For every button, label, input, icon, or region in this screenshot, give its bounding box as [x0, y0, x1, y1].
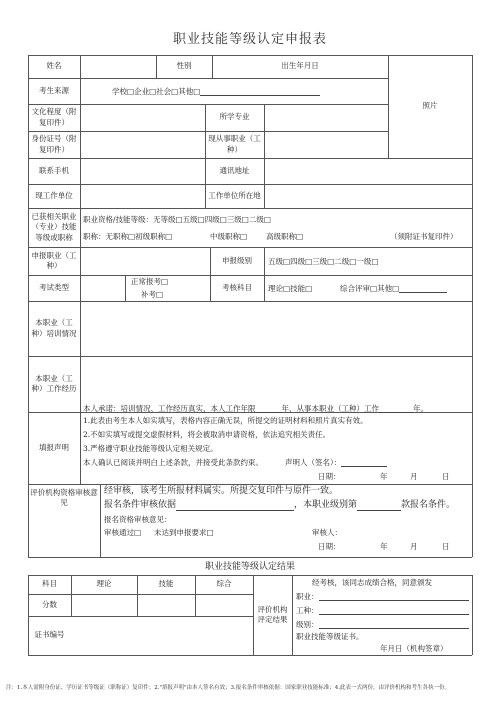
declaration-confirm: 本人确认已阅读并明白上述条款，并接受此条款约束。 — [83, 458, 263, 467]
review-date-label: 日期： — [318, 542, 341, 551]
major-field[interactable] — [265, 105, 387, 130]
subject-options[interactable]: 理论□技能□ — [268, 284, 313, 293]
combined-score-field[interactable] — [196, 595, 252, 615]
review-label: 评价机构资格审核意见 — [30, 487, 98, 507]
review-pass-option[interactable]: 审核通过□ — [104, 528, 142, 537]
review-opinion-label: 报名资格审核意见： — [104, 515, 172, 524]
score-label: 分数 — [42, 599, 57, 609]
cert-number-label: 证书编号 — [34, 630, 65, 640]
declaration-date-label: 日期： — [318, 472, 341, 481]
phone-field[interactable] — [81, 159, 204, 183]
declaration-item-1: 1.此表由考生本人如实填写，表格内容正确无误，所提交的证明材料和照片真实有效。 — [83, 416, 368, 425]
result-theory-label: 理论 — [96, 579, 112, 589]
declaration-label: 填报声明 — [39, 442, 69, 452]
birth-label: 出生年月日 — [281, 61, 319, 71]
result-title: 职业技能等级认定结果 — [204, 562, 295, 572]
cert-copy-note: （须附证书复印件） — [390, 232, 458, 241]
result-skill-label: 技能 — [158, 579, 174, 589]
result-statement: 经考核，该同志成绩合格，同意颁发 — [312, 578, 432, 587]
result-level[interactable]: 级别： — [296, 620, 469, 629]
workplace-label: 现工作单位 — [35, 190, 73, 200]
idcard-label: 身份证号（附复印件） — [31, 134, 77, 154]
review-basis[interactable]: 报名条件审核依据 ，本职业级别第 款报名条件。 — [104, 500, 456, 510]
major-label: 所学专业 — [219, 112, 250, 122]
apply-occupation-label: 申报职业（工种） — [31, 250, 77, 270]
training-label: 本职业（工种）培训情况 — [31, 318, 77, 338]
exam-type-label: 考试类型 — [39, 282, 69, 292]
theory-score-field[interactable] — [72, 595, 136, 615]
skill-score-field[interactable] — [138, 595, 194, 615]
other-subject-options[interactable]: 综合评审□其他□ — [340, 284, 447, 293]
title-options-basic[interactable]: 职称：无职称□初级职称□ — [83, 232, 173, 241]
address-field[interactable] — [265, 159, 471, 183]
review-day: 日 — [442, 542, 450, 551]
result-trade[interactable]: 工种： — [296, 606, 469, 615]
idcard-field[interactable] — [81, 132, 204, 157]
result-combined-label: 综合 — [216, 579, 232, 589]
work-years-statement: 本人承诺：培训情况、工作经历真实，本人工作年限 年，从事本职业（工种）工作 年。 — [83, 404, 428, 413]
makeup-exam-option[interactable]: 补考□ — [141, 290, 164, 299]
declaration-year: 年 — [380, 472, 388, 481]
name-label: 姓名 — [46, 61, 62, 71]
declaration-day: 日 — [442, 472, 450, 481]
source-options[interactable]: 学校□企业□社会□其他□ — [112, 87, 320, 96]
normal-exam-option[interactable]: 正常报考□ — [131, 277, 169, 286]
current-job-label: 现从事职业（工种） — [208, 134, 261, 154]
review-year: 年 — [380, 542, 388, 551]
qualification-level-options[interactable]: 职业资格/技能等级：无等级□五级□四级□三级□二级□ — [83, 215, 271, 224]
phone-label: 联系手机 — [39, 165, 69, 175]
declaration-month: 月 — [410, 472, 418, 481]
cert-number-field[interactable] — [72, 617, 252, 654]
photo-box[interactable]: 照片 — [422, 101, 438, 111]
workplace-location-field[interactable] — [265, 185, 471, 207]
apply-level-label: 申报级别 — [222, 255, 252, 265]
source-label: 考生来源 — [39, 85, 69, 95]
education-field[interactable] — [81, 105, 204, 130]
existing-cert-label: 已获相关职业（专业）技能等级或职称 — [31, 212, 77, 242]
gender-label: 性别 — [176, 61, 192, 71]
title-options-intermediate[interactable]: 中级职称□ — [210, 232, 248, 241]
workplace-location-label: 工作单位所在地 — [208, 190, 261, 200]
evaluation-org-label: 评价机构评定结果 — [257, 604, 288, 624]
name-field[interactable] — [81, 56, 155, 77]
apply-level-options[interactable]: 五级□四级□三级□二级□一级□ — [268, 257, 379, 266]
apply-occupation-field[interactable] — [81, 248, 209, 274]
result-subject-label: 科目 — [42, 579, 57, 589]
exam-subject-label: 考核科目 — [222, 282, 252, 292]
page-title: 职业技能等级认定申报表 — [172, 32, 327, 47]
workplace-field[interactable] — [81, 185, 204, 207]
result-date-seal: 年月日（机构签章） — [380, 644, 448, 653]
education-label: 文化程度（附复印件） — [31, 107, 77, 127]
result-occupation[interactable]: 职业： — [296, 592, 469, 601]
training-field[interactable] — [81, 302, 471, 355]
experience-label: 本职业（工种）工作经历 — [31, 373, 77, 393]
experience-field[interactable] — [81, 357, 471, 402]
review-fail-option[interactable]: 未达到申报要求□ — [154, 528, 214, 537]
current-job-field[interactable] — [265, 132, 387, 157]
review-verified-text: 经审核，该考生所报材料属实。所提交复印件与原件一致。 — [104, 486, 339, 496]
declarant-signature[interactable]: 声明人（签名）： — [285, 458, 387, 467]
declaration-item-3: 3.严格遵守职业技能等级认定相关规定。 — [83, 444, 218, 453]
declaration-item-2: 2.不如实填写或提交虚假材料，将会被取消申请资格，依法追究相关责任。 — [83, 430, 331, 439]
footnote: 注：1.本人需附身份证、学历证书等级证（职称证）复印件；2."填报声明"由本人签名有效；3.报名条件审核依据：国家职业技能标准；4.此表一式两份，由评价机构和考生各执一份。 — [6, 685, 451, 691]
review-month: 月 — [410, 542, 418, 551]
title-options-senior[interactable]: 高级职称□ — [266, 232, 304, 241]
address-label: 通讯地址 — [219, 165, 250, 175]
result-cert-text: 职业技能等级证书。 — [296, 632, 364, 641]
reviewer-label[interactable]: 审核人： — [312, 528, 342, 537]
